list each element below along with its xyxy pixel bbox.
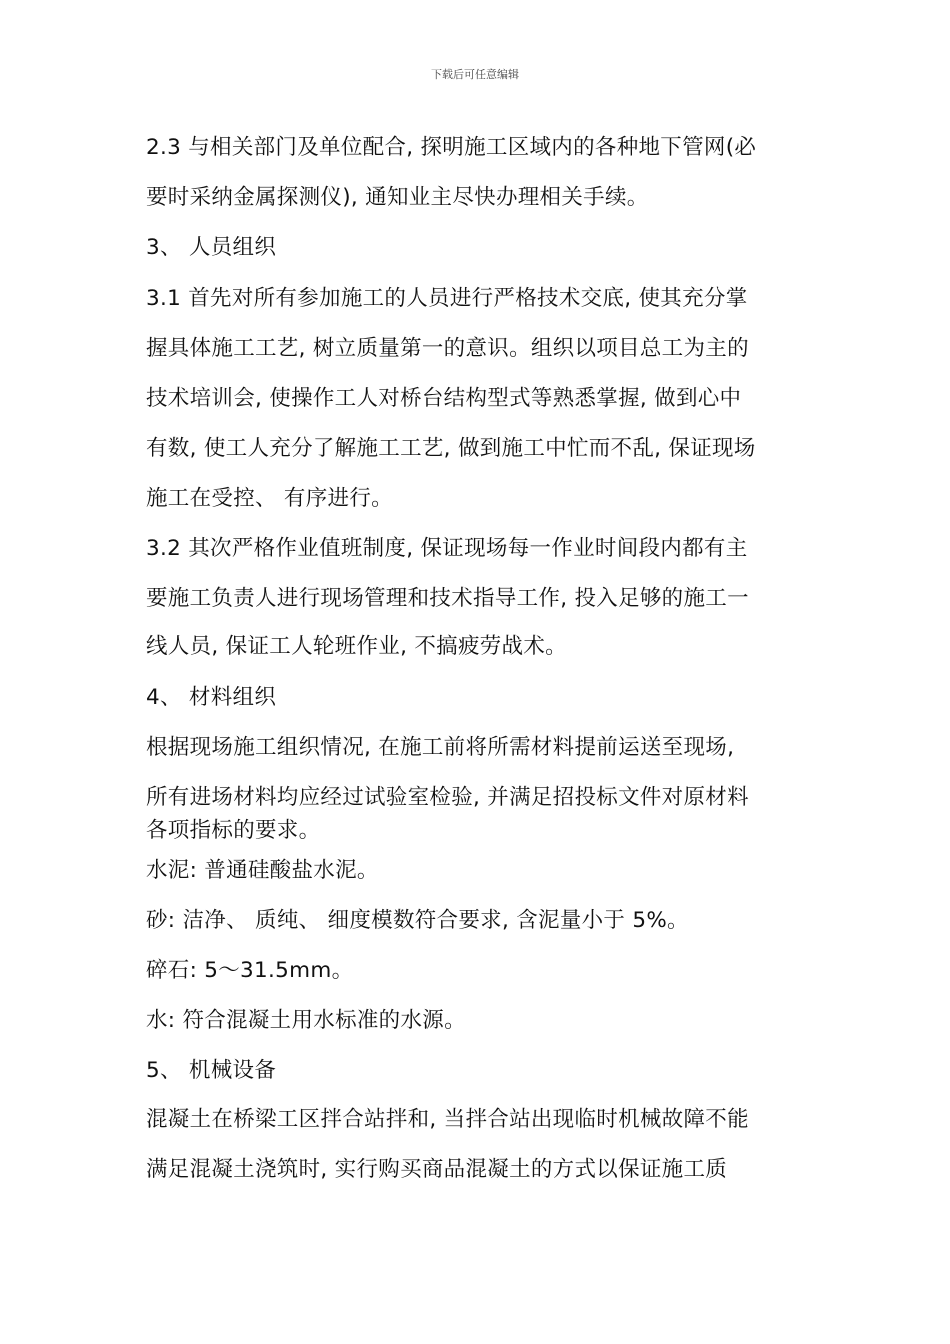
section-heading: 4、 材料组织 bbox=[146, 685, 277, 710]
text-line: 根据现场施工组织情况, 在施工前将所需材料提前运送至现场, bbox=[146, 735, 735, 760]
text-line: 各项指标的要求。 bbox=[146, 818, 321, 843]
text-line: 线人员, 保证工人轮班作业, 不搞疲劳战术。 bbox=[146, 634, 567, 659]
text-line: 要时采纳金属探测仪), 通知业主尽快办理相关手续。 bbox=[146, 185, 649, 210]
text-line: 混凝土在桥梁工区拌合站拌和, 当拌合站出现临时机械故障不能 bbox=[146, 1107, 749, 1132]
text-line: 满足混凝土浇筑时, 实行购买商品混凝土的方式以保证施工质 bbox=[146, 1157, 728, 1182]
text-line: 所有进场材料均应经过试验室检验, 并满足招投标文件对原材料 bbox=[146, 785, 749, 810]
text-line: 碎石: 5～31.5mm。 bbox=[146, 958, 354, 983]
text-line: 施工在受控、 有序进行。 bbox=[146, 486, 393, 511]
text-line: 水: 符合混凝土用水标准的水源。 bbox=[146, 1008, 466, 1033]
text-line: 技术培训会, 使操作工人对桥台结构型式等熟悉掌握, 做到心中 bbox=[146, 386, 742, 411]
section-heading: 3、 人员组织 bbox=[146, 235, 277, 260]
text-line: 有数, 使工人充分了解施工工艺, 做到施工中忙而不乱, 保证现场 bbox=[146, 436, 756, 461]
text-line: 2.3 与相关部门及单位配合, 探明施工区域内的各种地下管网(必 bbox=[146, 135, 757, 160]
text-line: 3.2 其次严格作业值班制度, 保证现场每一作业时间段内都有主 bbox=[146, 536, 748, 561]
text-line: 握具体施工工艺, 树立质量第一的意识。组织以项目总工为主的 bbox=[146, 336, 749, 361]
text-line: 3.1 首先对所有参加施工的人员进行严格技术交底, 使其充分掌 bbox=[146, 286, 748, 311]
text-line: 砂: 洁净、 质纯、 细度模数符合要求, 含泥量小于 5%。 bbox=[146, 908, 689, 933]
page-header: 下载后可任意编辑 bbox=[431, 68, 519, 81]
text-line: 要施工负责人进行现场管理和技术指导工作, 投入足够的施工一 bbox=[146, 586, 749, 611]
text-line: 水泥: 普通硅酸盐水泥。 bbox=[146, 858, 379, 883]
section-heading: 5、 机械设备 bbox=[146, 1058, 277, 1083]
